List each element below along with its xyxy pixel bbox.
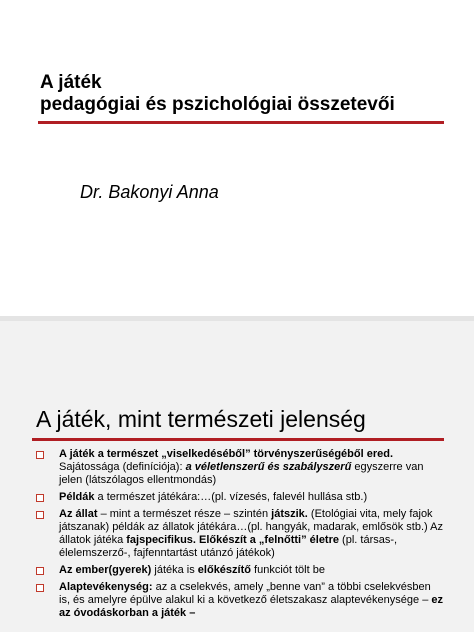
- bullet-item: [0, 581, 474, 620]
- bullet-text-run: A játék a természet „viselkedéséből” törvényszerűségéből ered.: [59, 448, 394, 460]
- bullet-text-run: egyszerre van jelen (látszólagos ellentmondás): [59, 461, 424, 486]
- bullet-text-run: – mint a természet része – szintén: [97, 508, 272, 520]
- slide-title-line-1: A játék: [40, 72, 102, 93]
- title-underline-rule: [38, 121, 444, 124]
- slide-separator: [0, 316, 474, 321]
- bullet-text-run: Példák: [59, 491, 95, 503]
- slide2-title-underline-rule: [32, 438, 444, 441]
- square-bullet-icon: [36, 494, 44, 502]
- bullet-item: [0, 491, 474, 504]
- square-bullet-icon: [36, 584, 44, 592]
- bullet-text-run: az a cselekvés, amely „benne van” a többi cselekvésben is, és amelyre épülve alakul ki a következő életszakasz alaptevékenysége –: [59, 581, 432, 606]
- bullet-item: [0, 448, 474, 487]
- bullet-text-run: a véletlenszerű és szabályszerű: [185, 461, 352, 473]
- bullet-item: [0, 564, 474, 577]
- bullet-text-run: a természet játékára:…(pl. vízesés, falevél hullása stb.): [94, 491, 368, 503]
- bullet-text-run: Az állat: [59, 508, 98, 520]
- slide-title-line-2: pedagógiai és pszichológiai összetevői: [40, 94, 395, 115]
- bullet-text-run: Az ember(gyerek): [59, 564, 152, 576]
- bullet-text-run: játszik.: [271, 508, 308, 520]
- bullet-text-run: (Etológiai vita, mely fajok játszanak) példák az állatok játékára…(pl. hangyák, madarak, emlősök stb.) Az állatok játéka: [59, 508, 443, 546]
- bullet-text-run: (pl. társas-, élelemszerző-, fajfenntartást utánzó játékok): [59, 534, 398, 559]
- bullet-text-run: előkészítő: [197, 564, 251, 576]
- bullet-text-run: Sajátossága (definíciója):: [59, 461, 186, 473]
- square-bullet-icon: [36, 451, 44, 459]
- bullet-text-run: játéka is: [151, 564, 198, 576]
- bullet-text-run: fajspecifikus. Előkészít a „felnőtti” életre: [126, 534, 339, 546]
- bullet-list: [0, 448, 474, 624]
- square-bullet-icon: [36, 567, 44, 575]
- bullet-text-run: ez az óvodáskorban a játék –: [59, 594, 443, 619]
- bullet-item: [0, 508, 474, 560]
- bullet-text-run: funkciót tölt be: [250, 564, 325, 576]
- bullet-text-run: Alaptevékenység:: [59, 581, 153, 593]
- author-name: Dr. Bakonyi Anna: [80, 182, 219, 202]
- square-bullet-icon: [36, 511, 44, 519]
- slide-title: [40, 72, 395, 116]
- slide2-title: A játék, mint természeti jelenség: [36, 406, 366, 432]
